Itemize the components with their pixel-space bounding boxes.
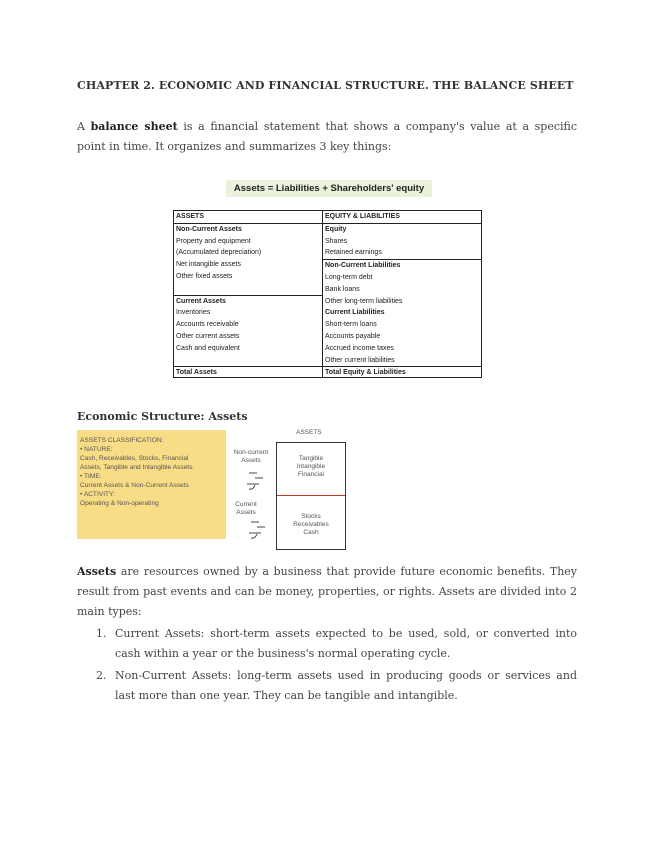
balance-sheet-row: Inventories <box>176 309 211 317</box>
balance-sheet-assets-column <box>174 211 323 377</box>
noncurrent-items <box>280 455 342 479</box>
balance-sheet-liabilities-column <box>323 211 481 377</box>
balance-sheet-row: Equity <box>325 225 347 233</box>
balance-sheet-row: Accounts receivable <box>176 321 239 329</box>
noncurrent-label-line: Assets <box>241 457 261 464</box>
diagram-divider <box>277 495 345 496</box>
intro-lead: A <box>77 120 85 133</box>
intro-paragraph <box>77 117 577 157</box>
chapter-heading: CHAPTER 2. ECONOMIC AND FINANCIAL STRUCTURE. THE BALANCE SHEET <box>77 79 574 92</box>
bracket-icon <box>245 519 267 545</box>
noncurrent-item: Financial <box>297 471 324 478</box>
intro-term: balance sheet <box>90 120 178 133</box>
balance-sheet-row: Total Assets <box>176 369 217 377</box>
balance-sheet-row: Current Assets <box>176 297 226 305</box>
list-item <box>77 666 577 706</box>
classification-line: ASSETS CLASSIFICATION: <box>80 437 164 444</box>
balance-sheet-row <box>174 283 322 296</box>
balance-sheet-row: Current Liabilities <box>325 309 385 317</box>
asset-types-list <box>77 624 577 708</box>
balance-sheet-row: Bank loans <box>325 285 360 293</box>
current-item: Stocks <box>301 513 321 520</box>
balance-sheet-row: (Accumulated depreciation) <box>176 249 262 257</box>
section-subheading: Economic Structure: Assets <box>77 410 248 423</box>
diagram-title: ASSETS <box>296 429 322 436</box>
balance-sheet-row: Net intangible assets <box>176 261 241 269</box>
balance-sheet-row: Other fixed assets <box>176 272 233 280</box>
intro-rest: is a financial statement that shows a company's value at a specific point in time. It organizes and summarizes 3 key things: <box>77 120 578 153</box>
list-text: Non-Current Assets: long-term assets used in producing goods or services and last more than one year. They can be tangible and intangible. <box>115 669 577 702</box>
assets-classification-box <box>77 430 226 539</box>
assets-term: Assets <box>77 565 117 578</box>
current-label-line: Current <box>235 501 257 508</box>
balance-sheet-row: Other current liabilities <box>323 355 481 368</box>
list-item <box>77 624 577 664</box>
balance-sheet-row: Non-Current Liabilities <box>325 262 401 270</box>
balance-sheet-table <box>173 210 482 378</box>
balance-sheet-row: Short-term loans <box>325 321 377 329</box>
balance-sheet-row: Accrued income taxes <box>325 344 394 352</box>
list-number: 1. <box>96 627 107 640</box>
balance-equation: Assets = Liabilities + Shareholders' equity <box>226 180 432 197</box>
classification-line: Current Assets & Non-Current Assets <box>80 482 189 489</box>
noncurrent-label-line: Non-current <box>233 449 269 456</box>
current-assets-label <box>228 501 264 517</box>
balance-sheet-row: EQUITY & LIABILITIES <box>323 211 481 224</box>
balance-sheet-row: Property and equipment <box>176 237 251 245</box>
balance-sheet-row: Long-term debt <box>325 273 373 281</box>
classification-line: Operating & Non-operating <box>80 500 159 507</box>
noncurrent-assets-label <box>228 449 274 465</box>
balance-sheet-row: Non-Current Assets <box>176 225 242 233</box>
classification-line: • ACTIVITY: <box>80 491 115 498</box>
balance-sheet-row: Other long-term liabilities <box>325 297 403 305</box>
current-item: Receivables <box>293 521 329 528</box>
classification-line: • NATURE: <box>80 446 113 453</box>
classification-line: Assets, Tangible and Intangible Assets. <box>80 464 195 471</box>
current-label-line: Assets <box>236 509 256 516</box>
balance-sheet-row: Cash and equivalent <box>176 344 240 352</box>
classification-line: Cash, Receivables, Stocks, Financial <box>80 455 189 462</box>
assets-paragraph <box>77 562 577 622</box>
list-number: 2. <box>96 669 107 682</box>
balance-sheet-row: Shares <box>325 237 348 245</box>
list-text: Current Assets: short-term assets expected to be used, sold, or converted into cash within a year or the business's normal operating cycle. <box>115 627 577 660</box>
noncurrent-item: Intangible <box>296 463 326 470</box>
assets-rest: are resources owned by a business that provide future economic benefits. They result from past events and can be money, properties, or rights. Assets are divided into 2 main types: <box>77 565 578 618</box>
current-items <box>280 513 342 537</box>
balance-sheet-row <box>174 355 322 368</box>
noncurrent-item: Tangible <box>298 455 324 462</box>
balance-sheet-row: ASSETS <box>174 211 322 224</box>
bracket-icon <box>243 470 265 496</box>
balance-sheet-row: Total Equity & Liabilities <box>325 369 406 377</box>
classification-line: • TIME: <box>80 473 102 480</box>
balance-sheet-row: Retained earnings <box>323 247 481 260</box>
balance-sheet-row: Other current assets <box>176 332 240 340</box>
current-item: Cash <box>303 529 319 536</box>
balance-sheet-row: Accounts payable <box>325 332 381 340</box>
